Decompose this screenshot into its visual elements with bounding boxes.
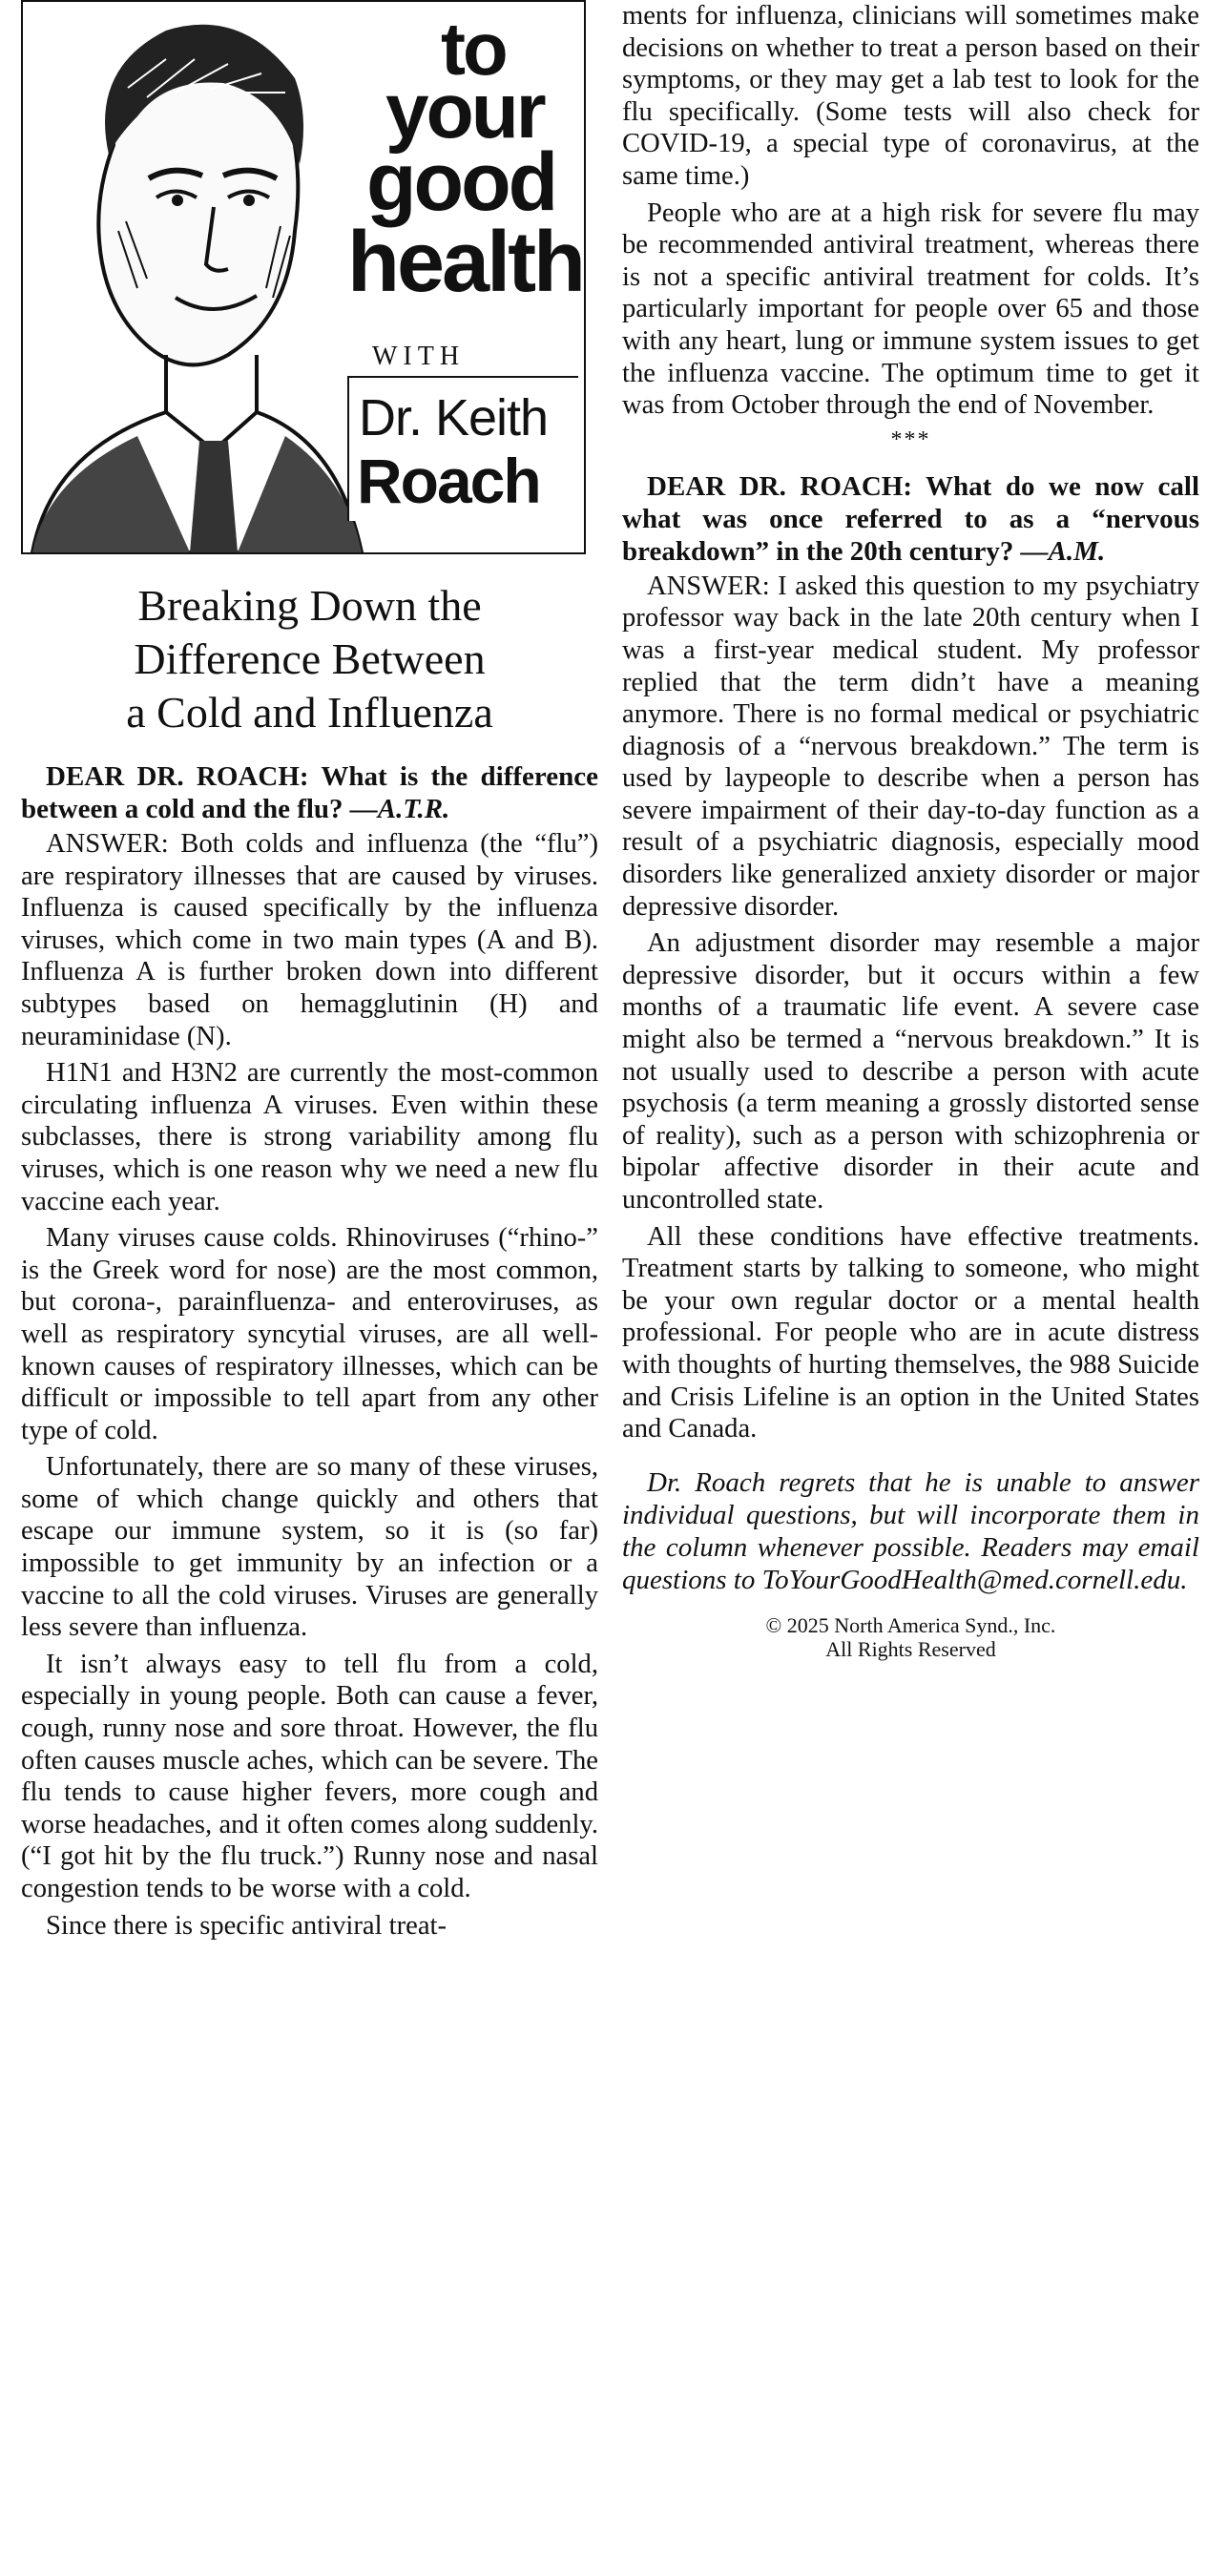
headline-line-1: Breaking Down the xyxy=(137,581,482,630)
answer-1-continued-1: ments for influenza, clinicians will sometimes make decisions on whether to treat a person based on their symptoms, or they may get a lab test to look for the flu specifically. (Some tests will also check for COVID-19, a special type of coronavirus, at the same time.) xyxy=(622,1,1199,191)
right-column xyxy=(622,0,1199,1661)
answer-1-continued-2: People who are at a high risk for severe flu may be recommended antiviral treatment, whereas there is not a specific antiviral treatment for colds. It’s particularly important for people over 65 and those with any heart, lung or immune system issues to get the influenza vaccine. The optimum time to get it was from October through the end of November. xyxy=(622,197,1199,421)
portrait-illustration xyxy=(23,2,366,552)
author-last-name: Roach xyxy=(357,446,540,516)
headline xyxy=(21,579,598,739)
logo-word-good: good xyxy=(366,136,556,228)
logo-with: WITH xyxy=(366,342,470,372)
answer-1-paragraph-5: It isn’t always easy to tell flu from a cold, especially in young people. Both can cause a fever, cough, runny nose and sore throat. However, the flu often causes muscle aches, which can be severe. The flu tends to cause higher fevers, more cough and worse headaches, and it often comes along suddenly. (“I got hit by the flu truck.”) Runny nose and nasal congestion tends to be worse with a cold. xyxy=(21,1649,598,1903)
question-2-text: DEAR DR. ROACH: What do we now call what was once referred to as a “nervous breakdown” in the 20th century? xyxy=(622,470,1199,567)
question-2-signature: —A.M. xyxy=(1020,535,1106,567)
left-column xyxy=(21,0,598,1946)
copyright-line-2: All Rights Reserved xyxy=(825,1636,996,1661)
answer-1-paragraph-4: Unfortunately, there are so many of these viruses, some of which change quickly and others that escape our immune system, so it is (so far) impossible to get immunity by an infection or a vaccine to all the cold viruses. Viruses are generally less severe than influenza. xyxy=(21,1452,598,1643)
copyright-line-1: © 2025 North America Synd., Inc. xyxy=(765,1612,1056,1637)
answer-2-paragraph-3: All these conditions have effective treatments. Treatment starts by talking to someone, who might be your own regular doctor or a mental health professional. For people who are in acute distress with thoughts of hurting themselves, the 988 Suicide and Crisis Lifeline is an option in the United States and Canada. xyxy=(622,1221,1199,1444)
answer-1-paragraph-3: Many viruses cause colds. Rhinoviruses (“rhino-” is the Greek word for nose) are the most common, but corona-, parainfluenza- and enteroviruses, as well as respiratory syncytial viruses, are all well-known causes of respiratory illnesses, which can be difficult or impossible to tell apart from any other type of cold. xyxy=(21,1223,598,1445)
copyright xyxy=(622,1613,1199,1661)
logo-word-to: to xyxy=(441,7,506,91)
question-1-signature: —A.T.R. xyxy=(349,794,450,824)
answer-1-paragraph-6: Since there is specific antiviral treat- xyxy=(46,1910,447,1941)
answer-1-paragraph-1: ANSWER: Both colds and influenza (the “flu”) are respiratory illnesses that are caused by viruses. Influenza is caused specifically by the influenza viruses, which come in two main types (A and B). Influenza A is further broken down into different subtypes based on hemagglutinin (H) and neuraminidase (N). xyxy=(21,829,598,1051)
author-note: Dr. Roach regrets that he is unable to answer individual questions, but will incorporate them in the column whenever possible. Readers may email questions to ToYourGoodHealth@med.cornell.edu. xyxy=(622,1466,1199,1595)
headline-line-3: a Cold and Influenza xyxy=(126,688,493,737)
question-2 xyxy=(622,470,1199,568)
logo-word-your: your xyxy=(385,68,544,155)
section-separator: *** xyxy=(890,426,931,452)
answer-1-paragraph-2: H1N1 and H3N2 are currently the most-common circulating influenza A viruses. Even within these subclasses, there is strong variability among flu viruses, which is one reason why we need a new flu vaccine each year. xyxy=(21,1058,598,1216)
question-1-text: DEAR DR. ROACH: What is the difference between a cold and the flu? xyxy=(21,761,598,824)
column-logo xyxy=(21,0,586,554)
logo-word-health: health xyxy=(347,215,584,310)
answer-2-paragraph-2: An adjustment disorder may resemble a major depressive disorder, but it occurs within a few months of a traumatic life event. A severe case might also be termed a “nervous breakdown.” It is not usually used to describe a person with acute psychosis (a term meaning a grossly distorted sense of reality), such as a person with schizophrenia or bipolar affective disorder in their acute and uncontrolled state. xyxy=(622,928,1199,1215)
author-first-name: Dr. Keith xyxy=(359,389,549,447)
answer-2-paragraph-1: ANSWER: I asked this question to my psychiatry professor way back in the late 20th century when I was a first-year medical student. My professor replied that the term didn’t have a meaning anymore. There is no formal medical or psychiatric diagnosis of a “nervous breakdown.” The term is used by laypeople to describe when a person has severe impairment of their day-to-day function as a result of a psychiatric diagnosis, especially mood disorders like generalized anxiety disorder or major depressive disorder. xyxy=(622,571,1199,922)
headline-line-2: Difference Between xyxy=(134,634,486,683)
question-1 xyxy=(21,760,598,825)
